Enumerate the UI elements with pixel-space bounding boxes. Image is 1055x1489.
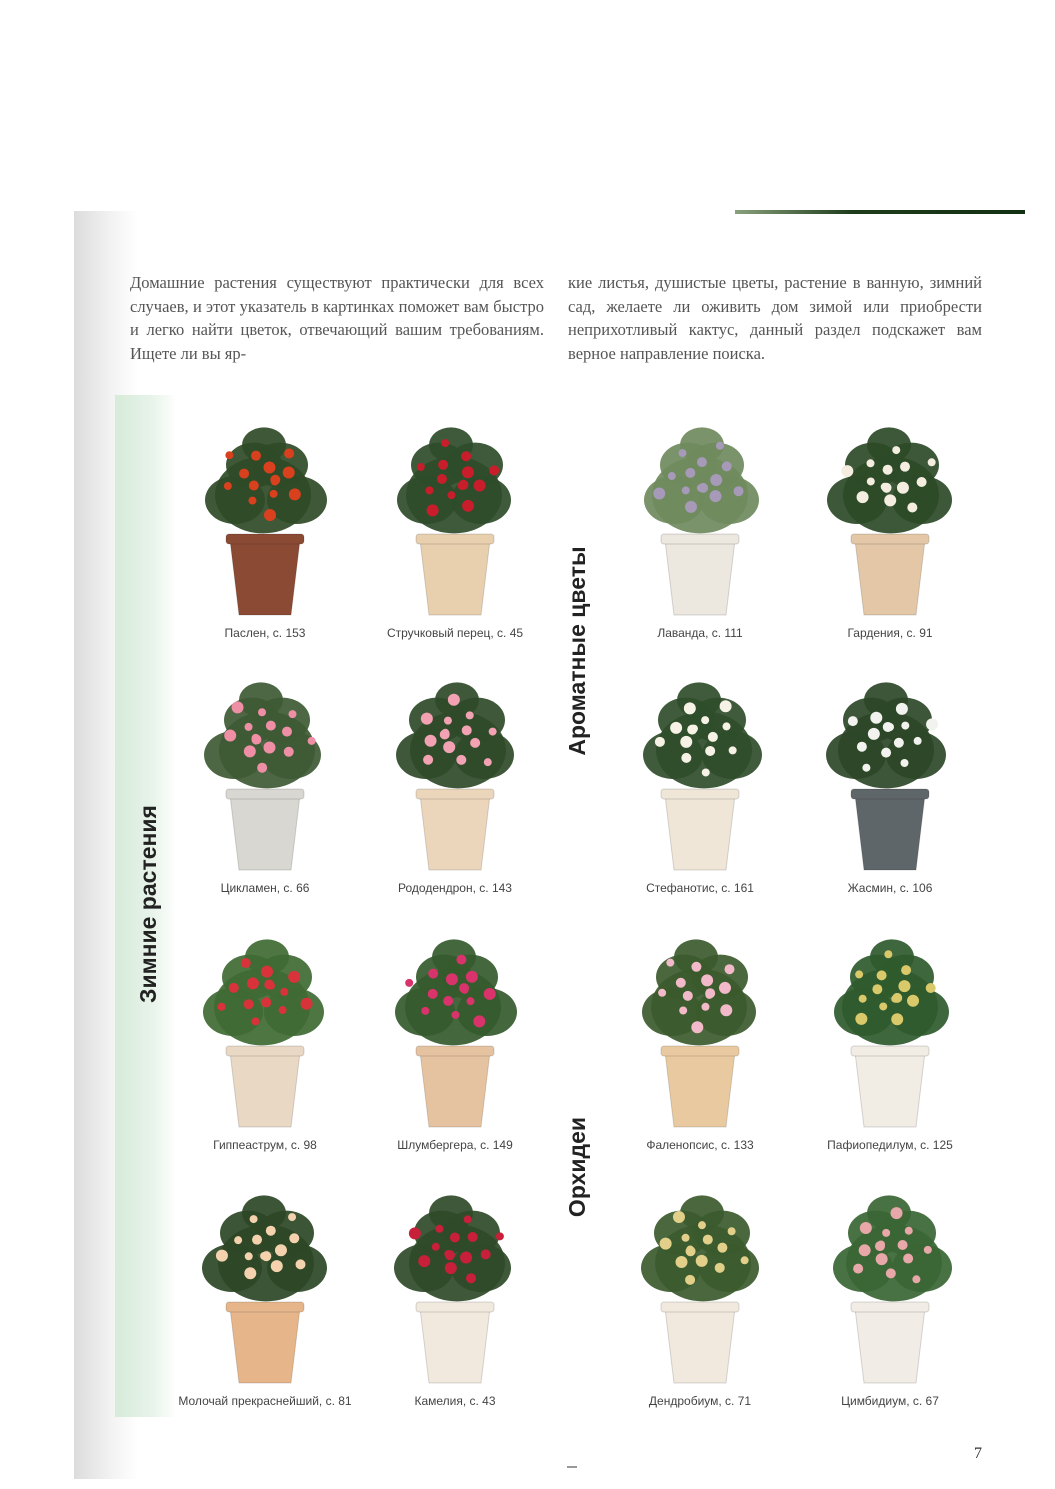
plant-caption: Стручковый перец, с. 45 — [386, 626, 524, 640]
plant-caption: Шлумбергера, с. 149 — [397, 1138, 513, 1152]
intro-text-column-1: Домашние растения существуют практически для всех случаев, и этот указатель в картинках поможет вам быстро и легко найти цветок, отвечающий вашим требованиям. Ищете ли вы яр- — [130, 273, 544, 363]
potted-plant-amaryllis-icon — [175, 912, 355, 1132]
plant-caption: Молочай прекраснейший, с. 81 — [178, 1394, 352, 1408]
plant-caption: Жасмин, с. 106 — [847, 881, 933, 895]
potted-plant-cymbidium-icon — [800, 1168, 980, 1388]
plant-entry — [175, 912, 355, 1152]
footer-mark — [567, 1466, 577, 1468]
plant-caption: Стефанотис, с. 161 — [646, 881, 754, 895]
plant-caption: Дендробиум, с. 71 — [648, 1394, 752, 1408]
section-label-fragrant-flowers: Ароматные цветы — [564, 546, 590, 756]
plant-caption: Фаленопсис, с. 133 — [646, 1138, 754, 1152]
plant-entry — [800, 912, 980, 1152]
potted-plant-paphiopedilum-icon — [800, 912, 980, 1132]
plant-caption: Пафиопедилум, с. 125 — [827, 1138, 953, 1152]
plant-caption: Цимбидиум, с. 67 — [841, 1394, 939, 1408]
potted-plant-jasmine-icon — [800, 655, 980, 875]
plant-entry — [610, 1168, 790, 1408]
potted-plant-camellia-icon — [365, 1168, 545, 1388]
potted-plant-pepper-icon — [365, 400, 545, 620]
intro-text-column-2: кие листья, душистые цветы, растение в ванную, зимний сад, желаете ли оживить дом зимой или приобрести неприхотливый кактус, данный раздел подскажет вам верное направление поиска. — [568, 273, 982, 363]
potted-plant-lavender-icon — [610, 400, 790, 620]
plant-entry — [175, 655, 355, 895]
plant-caption: Гиппеаструм, с. 98 — [213, 1138, 317, 1152]
plant-caption: Гардения, с. 91 — [847, 626, 933, 640]
top-decorative-rule — [735, 210, 1025, 214]
plant-caption: Паслен, с. 153 — [224, 626, 306, 640]
potted-plant-poinsettia-icon — [175, 1168, 355, 1388]
plant-caption: Рододендрон, с. 143 — [398, 881, 512, 895]
potted-plant-stephanotis-icon — [610, 655, 790, 875]
plant-entry — [800, 400, 980, 640]
plant-entry — [175, 1168, 355, 1408]
plant-entry — [365, 400, 545, 640]
plant-entry — [610, 400, 790, 640]
potted-plant-gardenia-icon — [800, 400, 980, 620]
plant-entry — [610, 655, 790, 895]
plant-entry — [800, 1168, 980, 1408]
potted-plant-cyclamen-icon — [175, 655, 355, 875]
potted-plant-dendrobium-icon — [610, 1168, 790, 1388]
plant-caption: Камелия, с. 43 — [414, 1394, 496, 1408]
potted-plant-rhododendron-icon — [365, 655, 545, 875]
plant-caption: Лаванда, с. 111 — [657, 626, 743, 640]
plant-caption: Цикламен, с. 66 — [220, 881, 310, 895]
plant-entry — [365, 912, 545, 1152]
page-number: 7 — [974, 1445, 982, 1462]
section-label-winter-plants: Зимние растения — [135, 805, 161, 1003]
potted-plant-berries-icon — [175, 400, 355, 620]
potted-plant-schlumbergera-icon — [365, 912, 545, 1132]
plant-entry — [175, 400, 355, 640]
plant-entry — [365, 655, 545, 895]
potted-plant-phalaenopsis-icon — [610, 912, 790, 1132]
plant-entry — [800, 655, 980, 895]
plant-entry — [365, 1168, 545, 1408]
section-label-orchids: Орхидеи — [564, 1116, 590, 1218]
plant-entry — [610, 912, 790, 1152]
